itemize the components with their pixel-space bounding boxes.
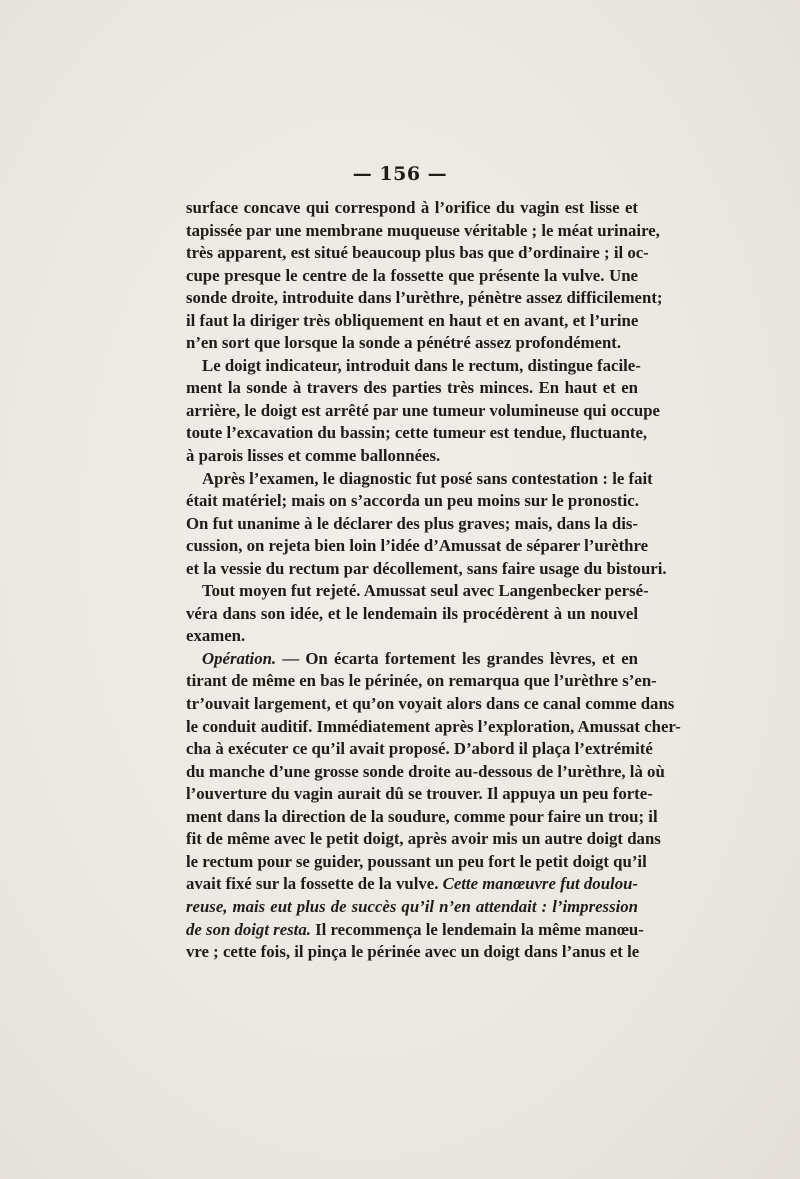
section-heading: Opération. bbox=[202, 648, 277, 668]
text-line: l’ouverture du vagin aurait dû se trouver. Il appuya un peu forte- bbox=[186, 784, 653, 804]
text-line: ment la sonde à travers des parties très minces. En haut et en bbox=[186, 378, 638, 398]
text-line: reuse, mais eut plus de succès qu’il n’en attendait : l’impression bbox=[186, 896, 638, 916]
text-span: Il recommença le lendemain la même manœu- bbox=[310, 919, 644, 939]
text-line: Après l’examen, le diagnostic fut posé sans contestation : le fait bbox=[202, 468, 653, 488]
text-line: Le doigt indicateur, introduit dans le rectum, distingue facile- bbox=[202, 355, 641, 375]
text-line: arrière, le doigt est arrêté par une tumeur volumineuse qui occupe bbox=[186, 400, 661, 420]
text-line: très apparent, est situé beaucoup plus bas que d’ordinaire ; il oc- bbox=[186, 243, 649, 263]
italic-span: Cette manœuvre fut doulou- bbox=[438, 874, 639, 894]
text-line: On fut unanime à le déclarer des plus graves; mais, dans la dis- bbox=[186, 513, 638, 533]
text-line: surface concave qui correspond à l’orifice du vagin est lisse et bbox=[186, 198, 638, 217]
text-line: tapissée par une membrane muqueuse véritable ; le méat urinaire, bbox=[186, 220, 660, 240]
paragraph-operation bbox=[186, 648, 681, 964]
text-line: cupe presque le centre de la fossette que présente la vulve. Une bbox=[186, 265, 638, 285]
text-line: Tout moyen fut rejeté. Amussat seul avec Langenbecker persé- bbox=[202, 581, 649, 601]
text-line: cha à exécuter ce qu’il avait proposé. D’abord il plaça l’extrémité bbox=[186, 739, 653, 759]
text-line bbox=[186, 873, 638, 896]
text-line: examen. bbox=[186, 626, 246, 646]
page-number: — 156 — bbox=[352, 163, 448, 185]
text-line: le rectum pour se guider, poussant un peu fort le petit doigt qu’il bbox=[186, 851, 647, 871]
text-line: tr’ouvait largement, et qu’on voyait alors dans ce canal comme dans bbox=[186, 694, 675, 714]
text-line: n’en sort que lorsque la sonde a pénétré assez profondément. bbox=[186, 333, 622, 353]
text-line bbox=[186, 919, 644, 942]
text-line: cussion, on rejeta bien loin l’idée d’Amussat de séparer l’urèthre bbox=[186, 536, 649, 556]
paragraph-4 bbox=[186, 580, 649, 648]
text-line: était matériel; mais on s’accorda un peu moins sur le pronostic. bbox=[186, 491, 639, 511]
text-line: fit de même avec le petit doigt, après avoir mis un autre doigt dans bbox=[186, 829, 661, 849]
text-line: ment dans la direction de la soudure, comme pour faire un trou; il bbox=[186, 806, 658, 826]
text-line: sonde droite, introduite dans l’urèthre, pénètre assez difficilement; bbox=[186, 288, 663, 308]
text-line: toute l’excavation du bassin; cette tumeur est tendue, fluctuante, bbox=[186, 423, 648, 443]
text-line: vre ; cette fois, il pinça le périnée avec un doigt dans l’anus et le bbox=[186, 942, 640, 962]
text-line: et la vessie du rectum par décollement, sans faire usage du bistouri. bbox=[186, 558, 667, 578]
body-text bbox=[186, 197, 681, 964]
text-span: avait fixé sur la fossette de la vulve. bbox=[186, 874, 439, 894]
text-span: — On écarta fortement les grandes lèvres, et en bbox=[276, 648, 638, 668]
text-line bbox=[186, 648, 638, 671]
text-line: tirant de même en bas le périnée, on remarqua que l’urèthre s’en- bbox=[186, 671, 657, 691]
text-line: du manche d’une grosse sonde droite au-dessous de l’urèthre, là où bbox=[186, 761, 665, 781]
paragraph-1 bbox=[186, 197, 663, 355]
text-line: véra dans son idée, et le lendemain ils procédèrent à un nouvel bbox=[186, 603, 638, 623]
italic-span: de son doigt resta. bbox=[186, 919, 311, 939]
text-line: le conduit auditif. Immédiatement après l’exploration, Amussat cher- bbox=[186, 716, 681, 736]
paragraph-3 bbox=[186, 468, 667, 581]
text-line: il faut la diriger très obliquement en haut et en avant, et l’urine bbox=[186, 310, 639, 330]
paragraph-2 bbox=[186, 355, 661, 468]
text-line: à parois lisses et comme ballonnées. bbox=[186, 446, 441, 466]
